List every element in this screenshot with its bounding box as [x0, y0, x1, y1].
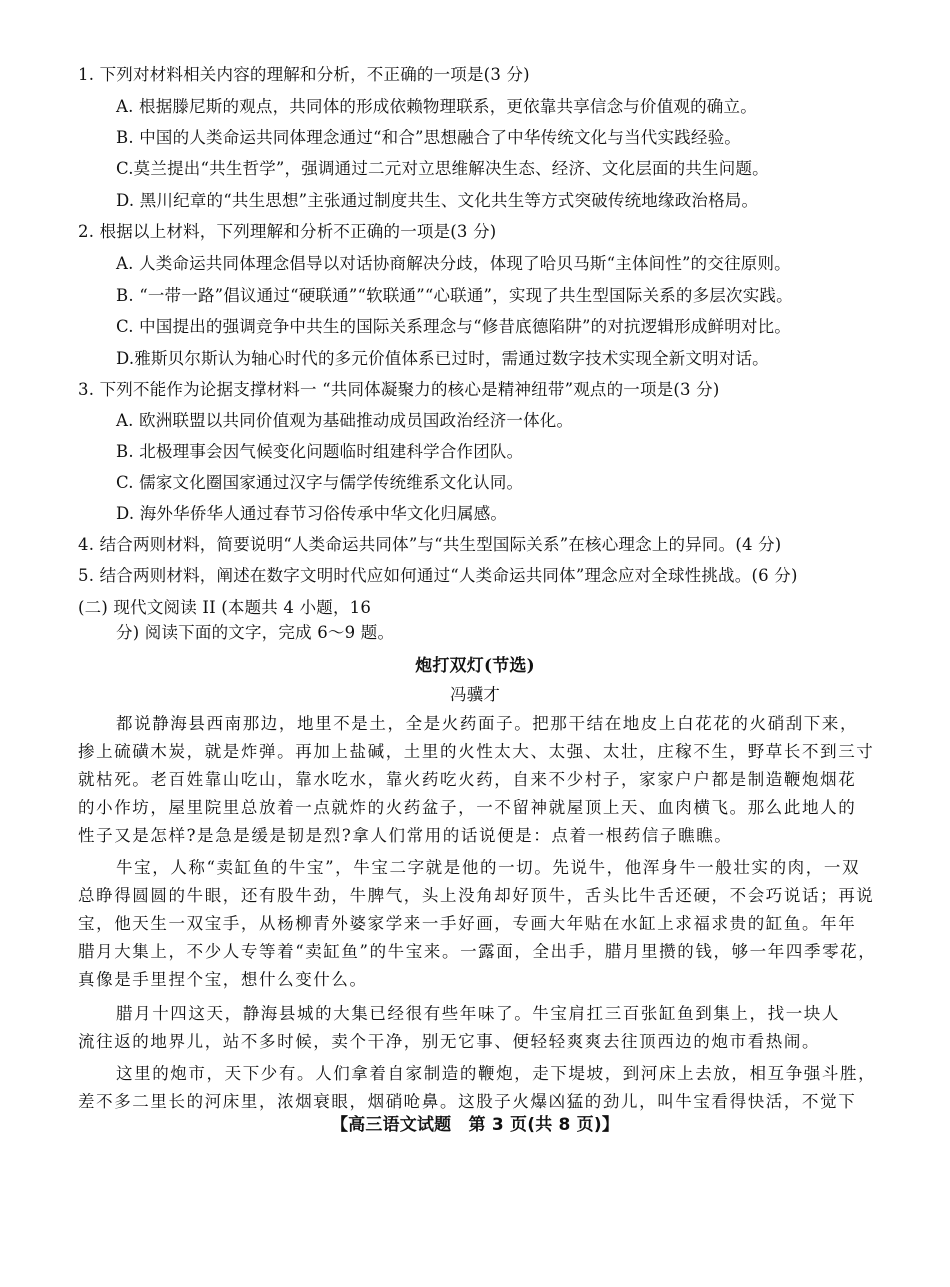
question-3-option-a: A. 欧洲联盟以共同价值观为基础推动成员国政治经济一体化。: [116, 411, 574, 430]
paragraph-1-line-2: 掺上硫磺木炭，就是炸弹。再加上盐碱，土里的火性太大、太强、太壮，庄稼不生，野草长不到三寸: [78, 742, 875, 761]
question-2-option-d: D.雅斯贝尔斯认为轴心时代的多元价值体系已过时，需通过数字技术实现全新文明对话。: [116, 349, 769, 368]
article-title: 炮打双灯(节选): [415, 656, 535, 676]
paragraph-3-line-1: 腊月十四这天，静海县城的大集已经很有些年味了。牛宝肩扛三百张缸鱼到集上，找一块人: [116, 1004, 840, 1023]
page-footer: 【高三语文试题 第 3 页(共 8 页)】: [330, 1115, 620, 1135]
paragraph-2-line-2: 总睁得圆圆的牛眼，还有股牛劲，牛脾气，头上没角却好顶牛，舌头比牛舌还硬，不会巧说话；再说: [78, 886, 875, 905]
question-1-option-d: D. 黑川纪章的“共生思想”主张通过制度共生、文化共生等方式突破传统地缘政治格局。: [116, 191, 759, 210]
paragraph-1-line-5: 性子又是怎样?是急是缓是韧是烈?拿人们常用的话说便是：点着一根药信子瞧瞧。: [78, 826, 733, 845]
paragraph-2-line-4: 腊月大集上，不少人专等着“卖缸鱼”的牛宝来。一露面，全出手，腊月里攒的钱，够一年四季零花，: [78, 942, 877, 961]
paragraph-1-line-4: 的小作坊，屋里院里总放着一点就炸的火药盆子，一不留神就屋顶上天、血肉横飞。那么此地人的: [78, 798, 857, 817]
question-2-option-c: C. 中国提出的强调竞争中共生的国际关系理念与“修昔底德陷阱”的对抗逻辑形成鲜明对比。: [116, 317, 791, 336]
question-3-option-c: C. 儒家文化圈国家通过汉字与儒学传统维系文化认同。: [116, 473, 524, 492]
paragraph-2-line-3: 宝，他天生一双宝手，从杨柳青外婆家学来一手好画，专画大年贴在水缸上求福求贵的缸鱼。年年: [78, 914, 857, 933]
paragraph-2-line-1: 牛宝，人称“卖缸鱼的牛宝”，牛宝二字就是他的一切。先说牛，他浑身牛一般壮实的肉，一双: [116, 858, 861, 877]
question-1-stem: 1. 下列对材料相关内容的理解和分析，不正确的一项是(3 分): [78, 65, 530, 84]
question-3-stem: 3. 下列不能作为论据支撑材料一 “共同体凝聚力的核心是精神纽带”观点的一项是(3 分): [78, 380, 720, 399]
question-4-stem: 4. 结合两则材料，简要说明“人类命运共同体”与“共生型国际关系”在核心理念上的异同。(4 分): [78, 535, 782, 554]
paragraph-1-line-3: 就枯死。老百姓靠山吃山，靠水吃水，靠火药吃火药，自来不少村子，家家户户都是制造鞭炮烟花: [78, 770, 857, 789]
question-1-option-c: C.莫兰提出“共生哲学”，强调通过二元对立思维解决生态、经济、文化层面的共生问题。: [116, 159, 769, 178]
question-5-stem: 5. 结合两则材料，阐述在数字文明时代应如何通过“人类命运共同体”理念应对全球性挑战。(6 分): [78, 566, 798, 585]
question-1-option-b: B. 中国的人类命运共同体理念通过“和合”思想融合了中华传统文化与当代实践经验。: [116, 128, 741, 147]
question-2-option-b: B. “一带一路”倡议通过“硬联通”“软联通”“心联通”，实现了共生型国际关系的多层次实践。: [116, 286, 793, 305]
section-heading-line-2: 分) 阅读下面的文字，完成 6～9 题。: [116, 623, 395, 642]
question-2-option-a: A. 人类命运共同体理念倡导以对话协商解决分歧，体现了哈贝马斯“主体间性”的交往原则。: [116, 254, 791, 273]
paragraph-3-line-2: 流往返的地界儿，站不多时候，卖个干净，别无它事、便轻轻爽爽去往顶西边的炮市看热闹。: [78, 1032, 821, 1051]
question-3-option-b: B. 北极理事会因气候变化问题临时组建科学合作团队。: [116, 442, 524, 461]
section-heading-line-1: (二) 现代文阅读 II (本题共 4 小题，16: [78, 598, 372, 617]
question-3-option-d: D. 海外华侨华人通过春节习俗传承中华文化归属感。: [116, 504, 508, 523]
article-author: 冯骥才: [449, 685, 501, 704]
question-2-stem: 2. 根据以上材料，下列理解和分析不正确的一项是(3 分): [78, 222, 497, 241]
paragraph-1-line-1: 都说静海县西南那边，地里不是土，全是火药面子。把那干结在地皮上白花花的火硝刮下来，: [116, 714, 859, 733]
paragraph-4-line-2: 差不多二里长的河床里，浓烟衰眼，烟硝呛鼻。这股子火爆凶猛的劲儿，叫牛宝看得快活，不觉下: [78, 1092, 857, 1111]
paragraph-4-line-1: 这里的炮市，天下少有。人们拿着自家制造的鞭炮，走下堤坡，到河床上去放，相互争强斗胜，: [116, 1064, 877, 1083]
paragraph-2-line-5: 真像是手里捏个宝，想什么变什么。: [78, 970, 368, 989]
question-1-option-a: A. 根据滕尼斯的观点，共同体的形成依赖物理联系，更依靠共享信念与价值观的确立。: [116, 97, 757, 116]
